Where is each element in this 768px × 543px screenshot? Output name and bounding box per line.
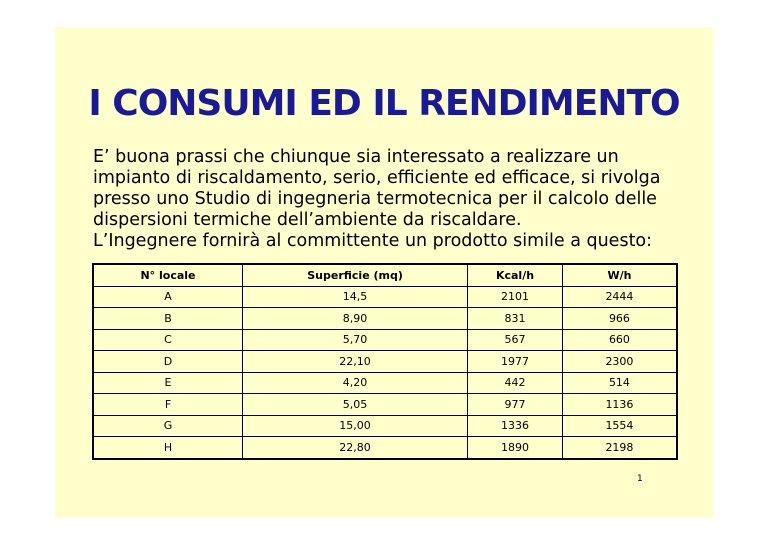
header-surface: Superficie (mq) — [242, 264, 467, 286]
header-room-number: N° locale — [93, 264, 242, 286]
body-line: dispersioni termiche dell’ambiente da riscaldare. — [93, 210, 522, 230]
cell-room: D — [93, 351, 242, 373]
cell-surface: 14,5 — [242, 286, 467, 308]
table-row — [93, 329, 677, 351]
slide-title: I CONSUMI ED IL RENDIMENTO — [88, 83, 680, 124]
cell-surface: 22,80 — [242, 437, 467, 459]
body-line: E’ buona prassi che chiunque sia interessato a realizzare un — [93, 147, 619, 167]
cell-watt: 966 — [562, 308, 677, 330]
cell-watt: 1136 — [562, 394, 677, 416]
cell-kcal: 1890 — [468, 437, 563, 459]
cell-room: F — [93, 394, 242, 416]
cell-surface: 22,10 — [242, 351, 467, 373]
cell-watt: 2444 — [562, 286, 677, 308]
cell-kcal: 1336 — [468, 415, 563, 437]
cell-surface: 4,20 — [242, 372, 467, 394]
table-row — [93, 437, 677, 459]
table-row — [93, 415, 677, 437]
slide — [55, 27, 713, 517]
cell-watt: 514 — [562, 372, 677, 394]
cell-surface: 15,00 — [242, 415, 467, 437]
dispersion-table — [92, 263, 678, 460]
body-line: presso uno Studio di ingegneria termotecnica per il calcolo delle — [93, 189, 657, 209]
cell-surface: 5,05 — [242, 394, 467, 416]
cell-kcal: 442 — [468, 372, 563, 394]
cell-room: H — [93, 437, 242, 459]
header-watt: W/h — [562, 264, 677, 286]
cell-room: C — [93, 329, 242, 351]
table-row — [93, 394, 677, 416]
cell-watt: 1554 — [562, 415, 677, 437]
body-line: impianto di riscaldamento, serio, efficiente ed efficace, si rivolga — [93, 168, 661, 188]
cell-room: B — [93, 308, 242, 330]
page-number: 1 — [637, 474, 643, 484]
table-row — [93, 286, 677, 308]
cell-kcal: 567 — [468, 329, 563, 351]
table-row — [93, 308, 677, 330]
cell-surface: 8,90 — [242, 308, 467, 330]
cell-kcal: 977 — [468, 394, 563, 416]
table-row — [93, 372, 677, 394]
cell-kcal: 1977 — [468, 351, 563, 373]
cell-watt: 2300 — [562, 351, 677, 373]
cell-surface: 5,70 — [242, 329, 467, 351]
cell-room: G — [93, 415, 242, 437]
table-header-row — [93, 264, 677, 286]
cell-kcal: 831 — [468, 308, 563, 330]
cell-room: A — [93, 286, 242, 308]
body-line: L’Ingegnere fornirà al committente un prodotto simile a questo: — [93, 231, 653, 251]
cell-room: E — [93, 372, 242, 394]
body-text — [93, 147, 705, 252]
cell-kcal: 2101 — [468, 286, 563, 308]
cell-watt: 660 — [562, 329, 677, 351]
cell-watt: 2198 — [562, 437, 677, 459]
header-kcal: Kcal/h — [468, 264, 563, 286]
table-row — [93, 351, 677, 373]
